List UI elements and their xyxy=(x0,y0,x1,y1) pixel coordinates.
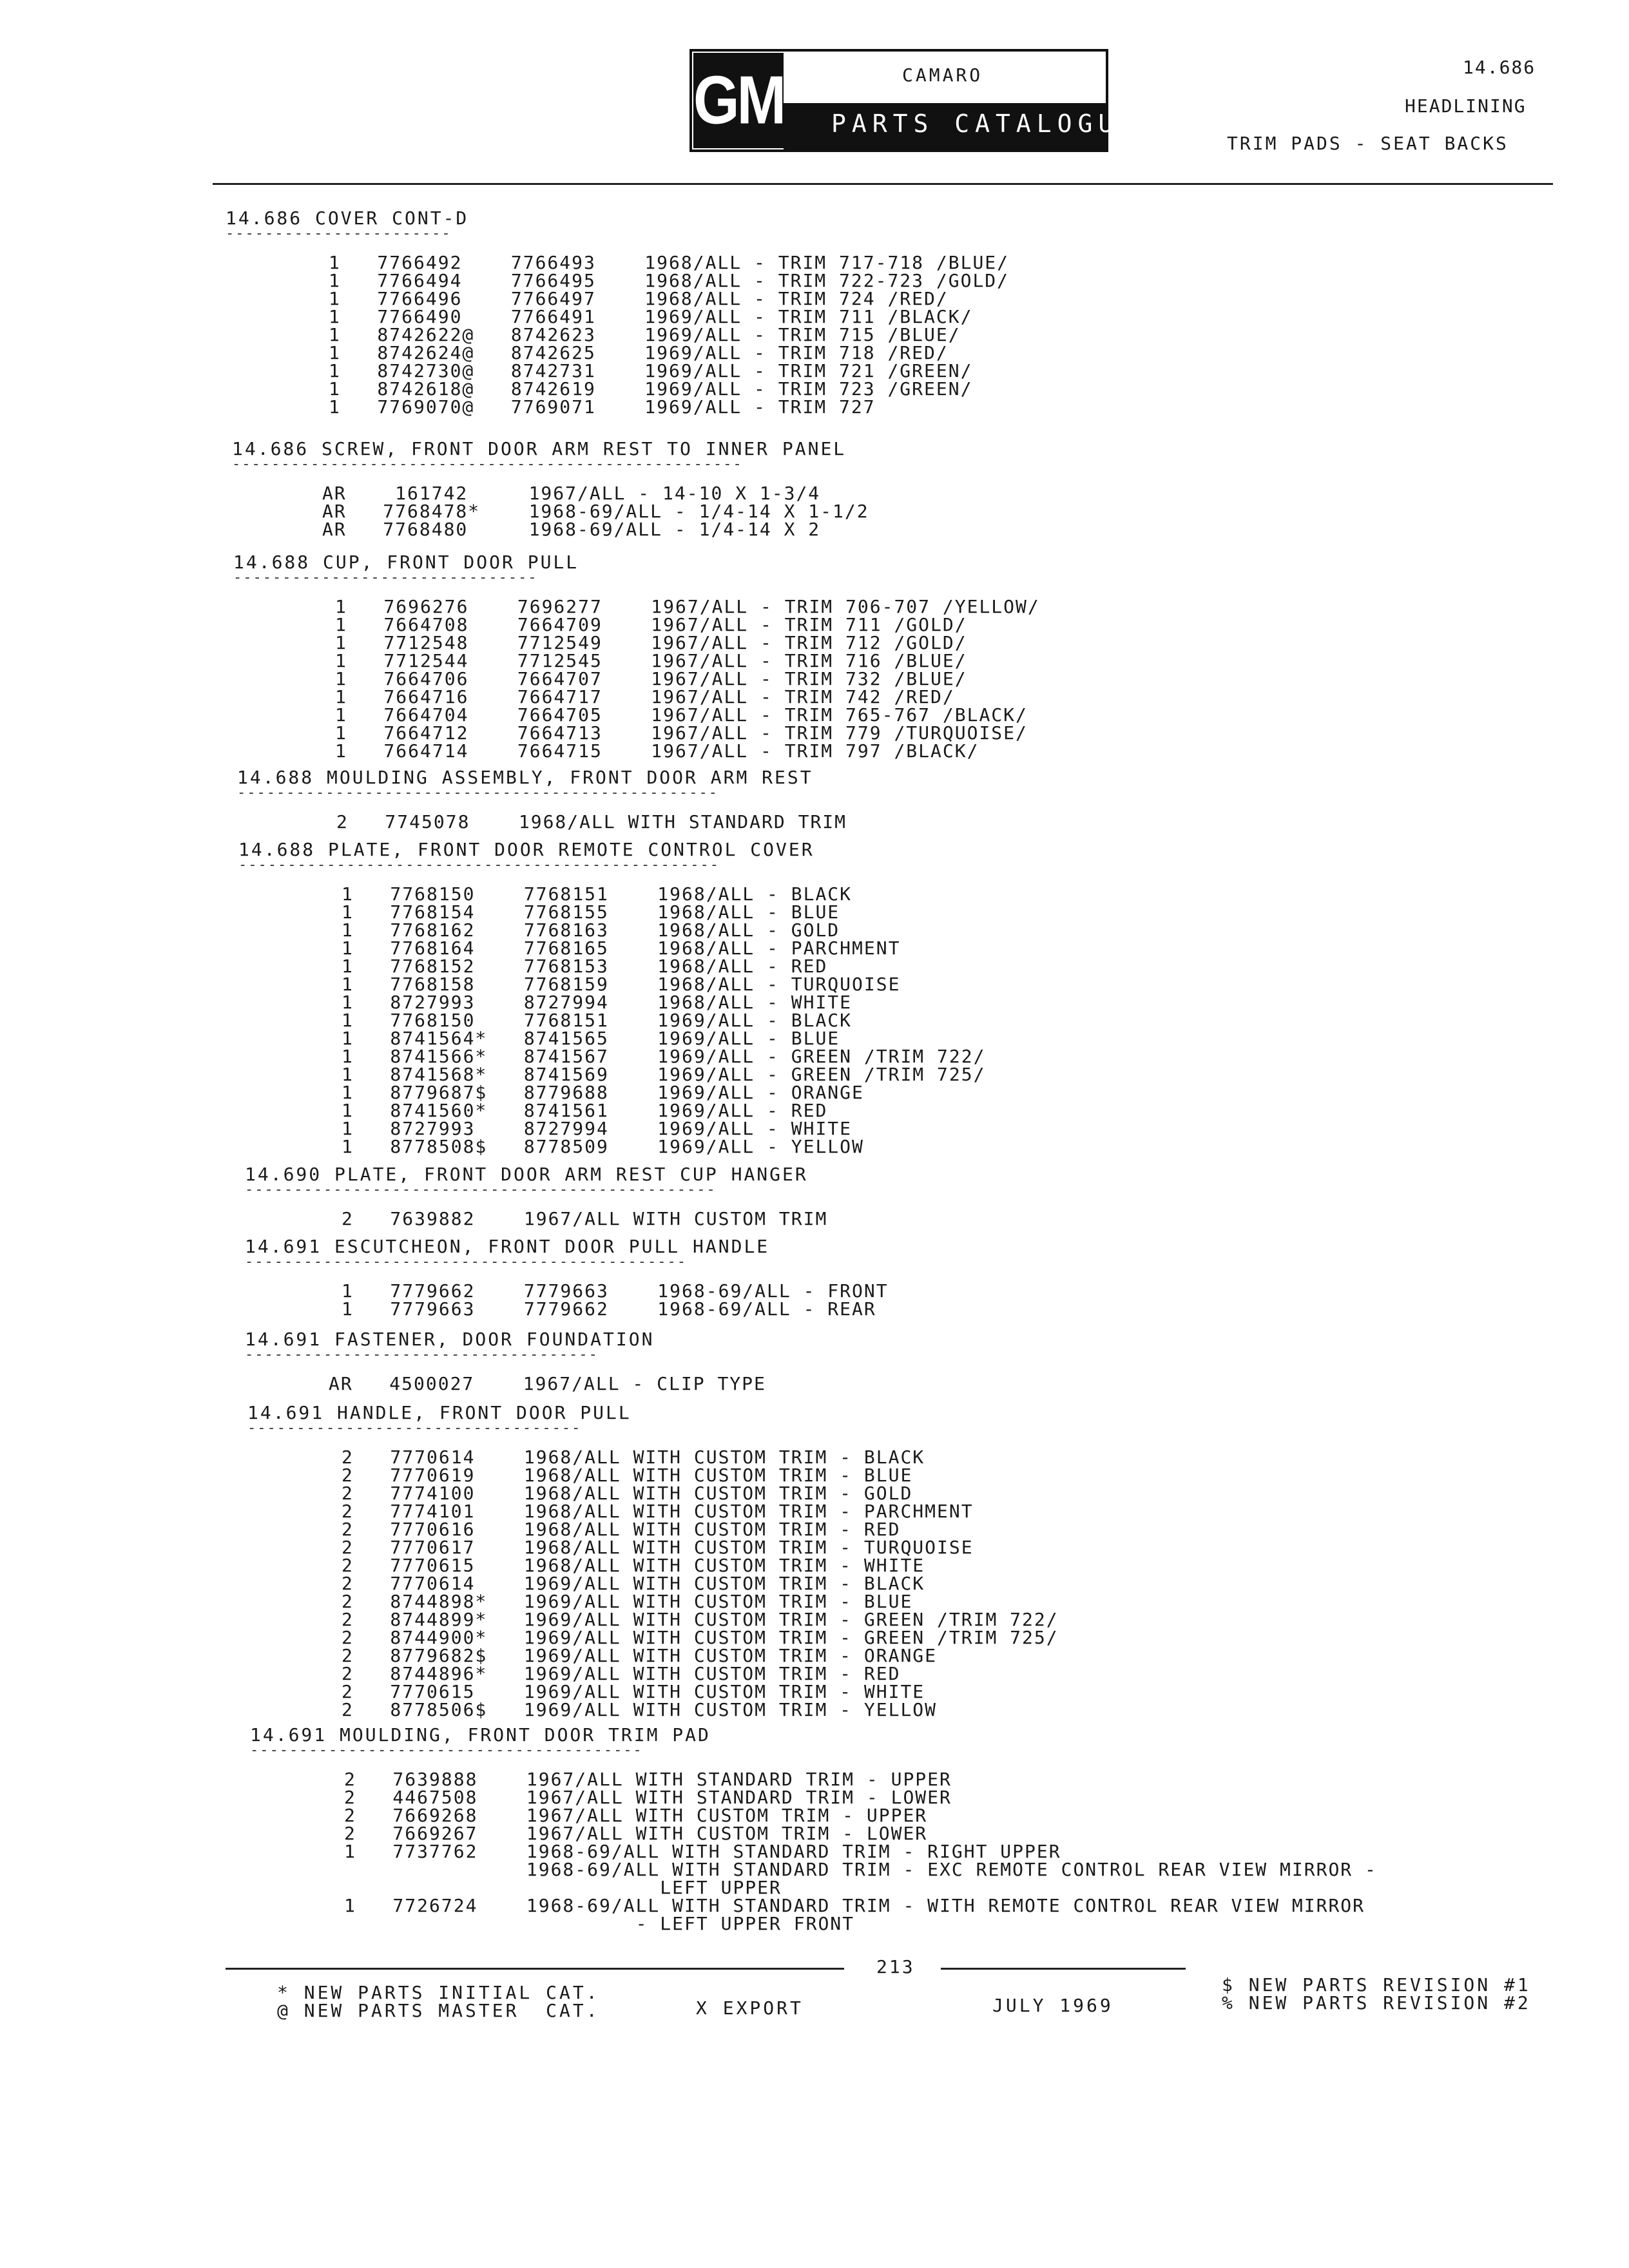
part-row: 1 7768152 7768153 1968/ALL - RED xyxy=(342,956,828,977)
part-row: 1 7766494 7766495 1968/ALL - TRIM 722-723 /GOLD/ xyxy=(329,270,1010,291)
part-row: 1 7766492 7766493 1968/ALL - TRIM 717-718 /BLUE/ xyxy=(329,252,1010,273)
part-row: 2 8744898* 1969/ALL WITH CUSTOM TRIM - BLUE xyxy=(342,1591,913,1612)
part-row: 1 7768158 7768159 1968/ALL - TURQUOISE xyxy=(342,974,901,995)
legend-revision-1: $ NEW PARTS REVISION #1 xyxy=(1222,1974,1531,1995)
header-rule xyxy=(213,183,1553,185)
part-row: 1 8778508$ 8778509 1969/ALL - YELLOW xyxy=(342,1136,864,1157)
part-row: 2 8744899* 1969/ALL WITH CUSTOM TRIM - GREEN /TRIM 722/ xyxy=(342,1609,1059,1630)
part-row: 2 7639888 1967/ALL WITH STANDARD TRIM - UPPER xyxy=(344,1769,952,1790)
section-title-line1: HEADLINING xyxy=(1405,95,1527,117)
legend-initial-cat: * NEW PARTS INITIAL CAT. xyxy=(277,1982,600,2003)
group-title: 14.691 MOULDING, FRONT DOOR TRIM PAD xyxy=(250,1724,711,1745)
part-row: 1 7779662 7779663 1968-69/ALL - FRONT xyxy=(342,1280,889,1302)
part-row: 1 8742618@ 8742619 1969/ALL - TRIM 723 /GREEN/ xyxy=(329,378,973,399)
part-row: 2 7770614 1969/ALL WITH CUSTOM TRIM - BLACK xyxy=(342,1573,925,1594)
group-title: 14.688 PLATE, FRONT DOOR REMOTE CONTROL COVER xyxy=(238,839,815,860)
part-row: 2 7774101 1968/ALL WITH CUSTOM TRIM - PARCHMENT xyxy=(342,1501,974,1522)
part-row: 1 8727993 8727994 1969/ALL - WHITE xyxy=(342,1118,853,1139)
model-title: CAMARO xyxy=(902,64,983,86)
part-row: 1 7712544 7712545 1967/ALL - TRIM 716 /BLUE/ xyxy=(335,650,967,671)
part-row: 1 8742730@ 8742731 1969/ALL - TRIM 721 /GREEN/ xyxy=(329,360,973,381)
export-note: X EXPORT xyxy=(696,1997,804,2019)
part-row: LEFT UPPER xyxy=(344,1877,782,1898)
part-row: 2 7770614 1968/ALL WITH CUSTOM TRIM - BLACK xyxy=(342,1446,925,1468)
part-row: 1 7768164 7768165 1968/ALL - PARCHMENT xyxy=(342,937,901,959)
part-row: 2 8744900* 1969/ALL WITH CUSTOM TRIM - GREEN /TRIM 725/ xyxy=(342,1627,1059,1648)
part-row: 2 7639882 1967/ALL WITH CUSTOM TRIM xyxy=(342,1208,828,1229)
part-row: 1 7664712 7664713 1967/ALL - TRIM 779 /TURQUOISE/ xyxy=(335,722,1028,744)
legend-revision-2: % NEW PARTS REVISION #2 xyxy=(1222,1992,1531,2013)
part-row: 2 7770616 1968/ALL WITH CUSTOM TRIM - RED xyxy=(342,1519,901,1540)
catalogue-title: PARTS CATALOGUE xyxy=(831,110,1140,138)
group-title-underline: ---------------------------------------------------- xyxy=(232,456,743,472)
part-row: 2 7745078 1968/ALL WITH STANDARD TRIM xyxy=(336,811,847,832)
part-row: AR 161742 1967/ALL - 14-10 X 1-3/4 xyxy=(322,483,821,504)
group-title: 14.690 PLATE, FRONT DOOR ARM REST CUP HANGER xyxy=(245,1164,808,1185)
part-row: 1 7768150 7768151 1969/ALL - BLACK xyxy=(342,1010,853,1031)
group-title-underline: ------------------------------------------------ xyxy=(245,1182,717,1198)
part-row: 1 7766496 7766497 1968/ALL - TRIM 724 /RED/ xyxy=(329,288,949,309)
footer-rule-left xyxy=(226,1968,844,1970)
part-row: 1 7664714 7664715 1967/ALL - TRIM 797 /BLACK/ xyxy=(335,740,979,762)
group-title: 14.691 HANDLE, FRONT DOOR PULL xyxy=(247,1402,631,1423)
part-row: 1 8741564* 8741565 1969/ALL - BLUE xyxy=(342,1028,840,1049)
part-row: 1 7737762 1968-69/ALL WITH STANDARD TRIM - RIGHT UPPER xyxy=(344,1841,1061,1862)
group-title-underline: ---------------------------------- xyxy=(247,1420,582,1436)
group-title-underline: ------------------------------------ xyxy=(245,1347,599,1363)
part-row: 1 7664704 7664705 1967/ALL - TRIM 765-767 /BLACK/ xyxy=(335,704,1028,726)
part-row: 1 7768150 7768151 1968/ALL - BLACK xyxy=(342,883,853,905)
part-row: 2 7770615 1968/ALL WITH CUSTOM TRIM - WHITE xyxy=(342,1555,925,1576)
part-row: 1 7664716 7664717 1967/ALL - TRIM 742 /RED/ xyxy=(335,686,955,707)
footer-rule-right xyxy=(941,1968,1186,1970)
group-title-underline: ------------------------------------------------- xyxy=(238,857,720,873)
group-title: 14.691 FASTENER, DOOR FOUNDATION xyxy=(245,1329,655,1350)
catalogue-date: JULY 1969 xyxy=(992,1995,1113,2016)
group-title: 14.686 COVER CONT-D xyxy=(226,207,469,229)
part-row: 1 8727993 8727994 1968/ALL - WHITE xyxy=(342,992,853,1013)
part-row: 1 8741566* 8741567 1969/ALL - GREEN /TRIM 722/ xyxy=(342,1046,986,1067)
part-row: 1 8742622@ 8742623 1969/ALL - TRIM 715 /BLUE/ xyxy=(329,324,961,345)
legend-master-cat: @ NEW PARTS MASTER CAT. xyxy=(277,2000,600,2021)
part-row: 1 7768162 7768163 1968/ALL - GOLD xyxy=(342,919,840,941)
part-row: 1 8779687$ 8779688 1969/ALL - ORANGE xyxy=(342,1082,864,1103)
section-number: 14.686 xyxy=(1463,57,1536,78)
part-row: 1 7768154 7768155 1968/ALL - BLUE xyxy=(342,901,840,923)
part-row: 2 8778506$ 1969/ALL WITH CUSTOM TRIM - YELLOW xyxy=(342,1699,938,1720)
group-title-underline: --------------------------------------------- xyxy=(245,1254,688,1270)
group-title: 14.691 ESCUTCHEON, FRONT DOOR PULL HANDLE xyxy=(245,1236,770,1257)
part-row: 2 7770615 1969/ALL WITH CUSTOM TRIM - WHITE xyxy=(342,1681,925,1702)
group-title-underline: ------------------------------- xyxy=(233,570,538,586)
part-row: 1 8741568* 8741569 1969/ALL - GREEN /TRIM 725/ xyxy=(342,1064,986,1085)
part-row: 1 7726724 1968-69/ALL WITH STANDARD TRIM - WITH REMOTE CONTROL REAR VIEW MIRROR xyxy=(344,1895,1365,1916)
part-row: 1 7664706 7664707 1967/ALL - TRIM 732 /BLUE/ xyxy=(335,668,967,689)
part-row: 2 4467508 1967/ALL WITH STANDARD TRIM - LOWER xyxy=(344,1787,952,1808)
part-row: 1 7779663 7779662 1968-69/ALL - REAR xyxy=(342,1298,876,1320)
part-row: 1 7664708 7664709 1967/ALL - TRIM 711 /GOLD/ xyxy=(335,614,967,635)
part-row: 2 7774100 1968/ALL WITH CUSTOM TRIM - GOLD xyxy=(342,1483,913,1504)
part-row: - LEFT UPPER FRONT xyxy=(344,1913,855,1934)
part-row: 1 7696276 7696277 1967/ALL - TRIM 706-707 /YELLOW/ xyxy=(335,596,1040,617)
group-title: 14.686 SCREW, FRONT DOOR ARM REST TO INNER PANEL xyxy=(232,438,847,459)
gm-logo: GM xyxy=(693,53,784,148)
part-row: 1 8742624@ 8742625 1969/ALL - TRIM 718 /RED/ xyxy=(329,342,949,363)
part-row: 2 7669268 1967/ALL WITH CUSTOM TRIM - UPPER xyxy=(344,1805,928,1826)
part-row: 1 7712548 7712549 1967/ALL - TRIM 712 /GOLD/ xyxy=(335,632,967,653)
group-title-underline: ------------------------------------------------- xyxy=(237,785,719,801)
part-row: 1 7769070@ 7769071 1969/ALL - TRIM 727 xyxy=(329,396,876,418)
group-title-underline: ----------------------- xyxy=(226,226,452,242)
part-row: AR 7768478* 1968-69/ALL - 1/4-14 X 1-1/2 xyxy=(322,501,869,522)
part-row: 2 8779682$ 1969/ALL WITH CUSTOM TRIM - ORANGE xyxy=(342,1645,938,1666)
group-title: 14.688 CUP, FRONT DOOR PULL xyxy=(233,552,579,573)
group-title-underline: ---------------------------------------- xyxy=(250,1742,643,1758)
part-row: AR 7768480 1968-69/ALL - 1/4-14 X 2 xyxy=(322,519,821,540)
group-title: 14.688 MOULDING ASSEMBLY, FRONT DOOR ARM REST xyxy=(237,767,813,788)
part-row: AR 4500027 1967/ALL - CLIP TYPE xyxy=(329,1373,766,1394)
part-row: 1 8741560* 8741561 1969/ALL - RED xyxy=(342,1100,828,1121)
part-row: 1968-69/ALL WITH STANDARD TRIM - EXC REMOTE CONTROL REAR VIEW MIRROR - xyxy=(344,1859,1377,1880)
page-number: 213 xyxy=(876,1956,915,1977)
part-row: 2 7669267 1967/ALL WITH CUSTOM TRIM - LOWER xyxy=(344,1823,928,1844)
part-row: 2 7770617 1968/ALL WITH CUSTOM TRIM - TURQUOISE xyxy=(342,1537,974,1558)
part-row: 2 8744896* 1969/ALL WITH CUSTOM TRIM - RED xyxy=(342,1663,901,1684)
part-row: 2 7770619 1968/ALL WITH CUSTOM TRIM - BLUE xyxy=(342,1465,913,1486)
part-row: 1 7766490 7766491 1969/ALL - TRIM 711 /BLACK/ xyxy=(329,306,973,327)
section-title-line2: TRIM PADS - SEAT BACKS xyxy=(1227,133,1509,154)
